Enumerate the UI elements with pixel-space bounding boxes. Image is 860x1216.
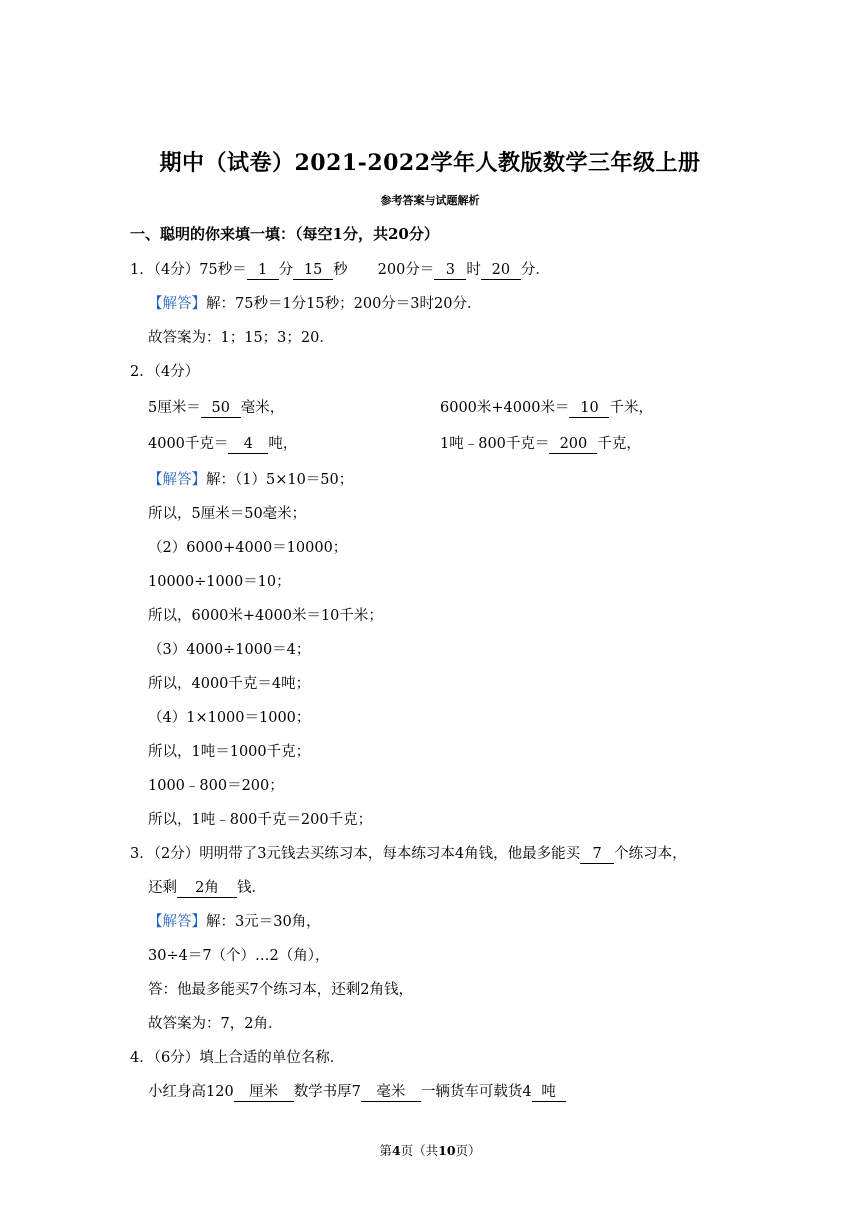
answer-blank: 10 (569, 399, 609, 418)
solution-tag: 【解答】 (148, 472, 206, 488)
answer-blank: 7 (580, 845, 614, 864)
answer-blank: 3 (434, 261, 466, 280)
text: 小红身高120 (148, 1084, 234, 1100)
answer-blank: 200 (549, 435, 597, 454)
solution-tag: 【解答】 (148, 296, 206, 312)
answer-blank: 15 (293, 261, 333, 280)
solution-line: 所以，4000千克＝4吨； (148, 676, 311, 692)
page-footer (0, 1141, 860, 1159)
text: 还剩 (148, 880, 177, 896)
question-2: 2．（4分） (130, 364, 200, 380)
answer-blank: 20 (481, 261, 521, 280)
solution-line: 所以，1吨﹣800千克＝200千克； (148, 812, 373, 828)
text: 1吨﹣800千克＝ (440, 436, 550, 452)
text: 解：75秒＝1分15秒；200分＝3时20分． (206, 296, 482, 312)
solution-line: 故答案为：7，2角． (148, 1016, 283, 1032)
solution-line (148, 912, 321, 932)
answer-blank: 50 (201, 399, 241, 418)
text: 时 (466, 262, 481, 278)
text: 秒 (333, 262, 348, 278)
solution-line: 所以，6000米+4000米＝10千米； (148, 608, 383, 624)
text: 数学书厚7 (293, 1084, 361, 1100)
text: 千克， (597, 436, 641, 452)
text: 第 (379, 1143, 392, 1158)
solution-line (148, 294, 481, 314)
solution-line: 10000÷1000＝10； (148, 574, 291, 590)
question-4-items (148, 1082, 566, 1102)
solution-line: （3）4000÷1000＝4； (148, 642, 311, 658)
text: 一辆货车可载货4 (420, 1084, 532, 1100)
section-heading: 一、聪明的你来填一填：（每空1分，共20分） (130, 225, 439, 243)
solution-line: （4）1×1000＝1000； (148, 710, 311, 726)
text: 页） (455, 1143, 481, 1158)
solution-line: （2）6000+4000＝10000； (148, 540, 348, 556)
text: 吨， (268, 436, 298, 452)
solution-line: 1000﹣800＝200； (148, 778, 284, 794)
answer-blank: 1 (247, 261, 279, 280)
question-number: 1．（4分） (130, 262, 200, 278)
question-4 (130, 1048, 344, 1068)
answer-blank: 吨 (532, 1083, 566, 1102)
text: 千米， (609, 400, 653, 416)
answer-blank: 4 (228, 435, 268, 454)
question-3 (130, 844, 687, 864)
question-number: 3．（2分） (130, 846, 200, 862)
text: 解：（1）5×10＝50； (206, 472, 354, 488)
text: 解：3元＝30角， (206, 914, 321, 930)
text: 75秒＝ (199, 262, 247, 278)
solution-line: 30÷4＝7（个）…2（角）， (148, 948, 330, 964)
answer-blank: 厘米 (234, 1083, 294, 1102)
text: 分． (520, 262, 550, 278)
question-2-item-4 (440, 434, 641, 454)
question-number: 4．（6分） (130, 1050, 200, 1066)
page-total: 10 (438, 1143, 456, 1158)
page-subtitle: 参考答案与试题解析 (380, 194, 480, 207)
question-2-item-1 (148, 398, 284, 418)
text: 钱． (237, 880, 266, 896)
question-2-item-3 (148, 434, 297, 454)
text: 分 (278, 262, 294, 278)
answer-blank: 2角 (177, 879, 237, 898)
solution-tag: 【解答】 (148, 914, 206, 930)
text: 明明带了3元钱去买练习本，每本练习本4角钱，他最多能买 (199, 846, 581, 862)
page-number: 4 (391, 1143, 401, 1158)
text: 毫米， (240, 400, 285, 416)
solution-line (148, 470, 353, 490)
text: 页（共 (400, 1143, 439, 1158)
solution-line: 所以，5厘米＝50毫米； (148, 506, 307, 522)
text: 填上合适的单位名称． (199, 1050, 345, 1066)
answer-blank: 毫米 (361, 1083, 421, 1102)
solution-line: 所以，1吨＝1000千克； (148, 744, 311, 760)
text: 4000千克＝ (148, 436, 229, 452)
text: 5厘米＝ (148, 400, 201, 416)
question-1 (130, 260, 550, 280)
text: 200分＝ (377, 262, 435, 278)
question-2-item-2 (440, 398, 653, 418)
question-3-cont (148, 878, 266, 898)
page-title: 期中（试卷）2021-2022学年人教版数学三年级上册 (159, 150, 701, 176)
solution-line: 答：他最多能买7个练习本，还剩2角钱， (148, 982, 413, 998)
answer-line: 故答案为：1；15；3；20． (148, 330, 334, 346)
text: 6000米+4000米＝ (440, 400, 570, 416)
text: 个练习本， (614, 846, 687, 862)
